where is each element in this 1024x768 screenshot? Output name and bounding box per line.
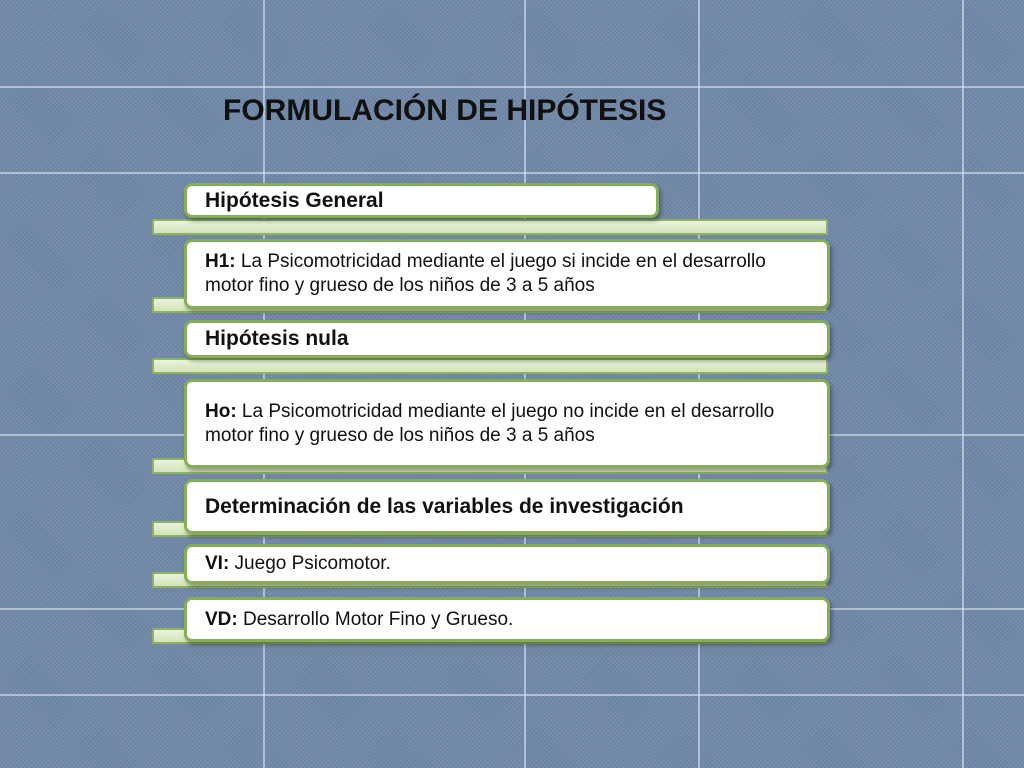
hypothesis-h0-card (184, 379, 830, 468)
grid-line (0, 694, 1024, 696)
h1-statement (205, 250, 811, 298)
list-tab (152, 219, 828, 235)
grid-line (0, 86, 1024, 88)
heading-text: Determinación de las variables de investigación (205, 494, 684, 518)
variable-vd-card (184, 597, 830, 642)
hypothesis-h1-card (184, 239, 830, 309)
list-tab (152, 358, 828, 374)
vd-text: Desarrollo Motor Fino y Grueso. (237, 608, 514, 630)
hypothesis-general-heading (184, 183, 659, 218)
page-title: FORMULACIÓN DE HIPÓTESIS (223, 94, 667, 127)
vi-statement (205, 552, 391, 576)
grid-line (0, 172, 1024, 174)
hypothesis-null-heading (184, 320, 830, 358)
grid-line (962, 0, 964, 768)
h0-statement (205, 400, 811, 448)
heading-text: Hipótesis General (205, 188, 384, 212)
vi-label: VI: (205, 553, 230, 574)
h1-text: La Psicomotricidad mediante el juego si incide en el desarrollo motor fino y grueso de los niños de 3 a 5 años (205, 251, 766, 296)
vd-statement (205, 608, 513, 632)
heading-text: Hipótesis nula (205, 327, 349, 350)
h0-text: La Psicomotricidad mediante el juego no incide en el desarrollo motor fino y grueso de los niños de 3 a 5 años (205, 400, 775, 446)
h1-label: H1: (205, 251, 236, 272)
vi-text: Juego Psicomotor. (229, 553, 391, 574)
vd-label: VD: (205, 608, 238, 630)
h0-label: Ho: (205, 400, 237, 422)
variable-vi-card (184, 544, 830, 584)
variables-heading (184, 479, 830, 534)
